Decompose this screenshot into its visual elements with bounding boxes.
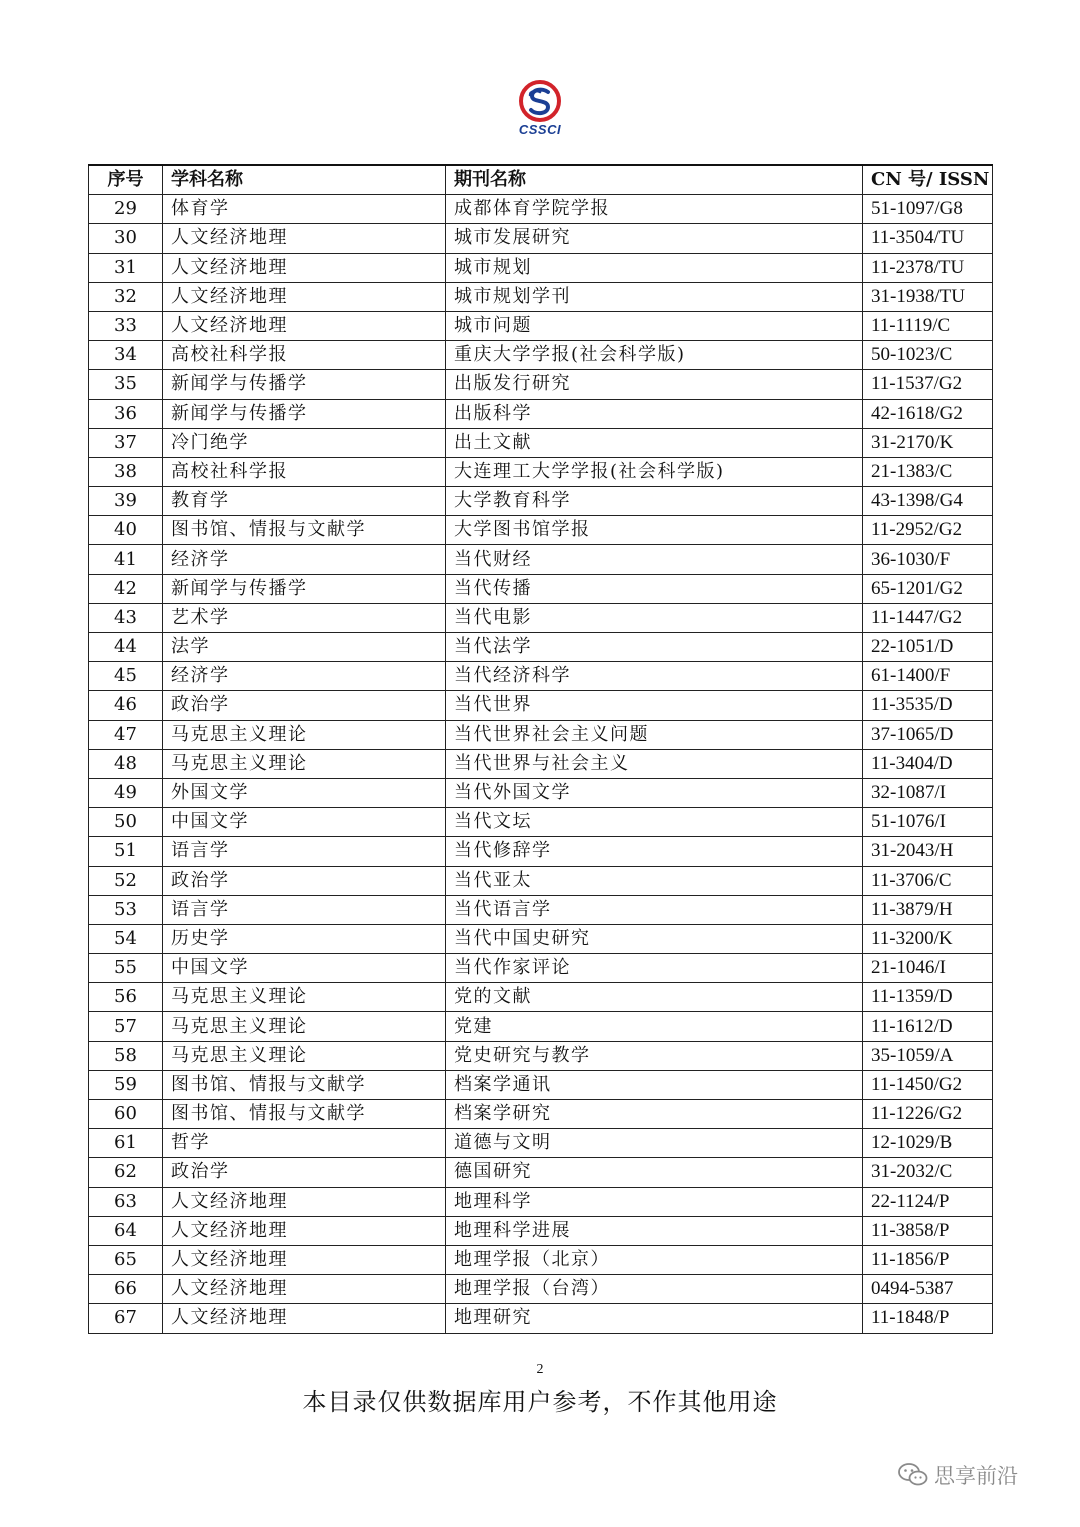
cell-journal: 地理研究 bbox=[446, 1304, 863, 1333]
cell-journal: 出土文献 bbox=[446, 428, 863, 457]
cell-no: 29 bbox=[89, 195, 163, 224]
cell-cn: 11-2952/G2 bbox=[863, 516, 993, 545]
table-row bbox=[89, 399, 993, 428]
cell-journal: 德国研究 bbox=[446, 1158, 863, 1187]
cell-cn: 11-1848/P bbox=[863, 1304, 993, 1333]
cell-subject: 人文经济地理 bbox=[163, 282, 446, 311]
cell-subject: 人文经济地理 bbox=[163, 224, 446, 253]
cell-no: 59 bbox=[89, 1070, 163, 1099]
cell-no: 63 bbox=[89, 1187, 163, 1216]
table-row bbox=[89, 282, 993, 311]
table-row bbox=[89, 487, 993, 516]
cell-journal: 当代财经 bbox=[446, 545, 863, 574]
cell-cn: 11-1119/C bbox=[863, 311, 993, 340]
cell-no: 38 bbox=[89, 457, 163, 486]
cell-no: 53 bbox=[89, 895, 163, 924]
table-body bbox=[89, 195, 993, 1333]
cell-cn: 11-3404/D bbox=[863, 749, 993, 778]
watermark-text: 思享前沿 bbox=[934, 1464, 1018, 1488]
table-row bbox=[89, 866, 993, 895]
table-row bbox=[89, 720, 993, 749]
table-row bbox=[89, 1158, 993, 1187]
cell-journal: 当代经济科学 bbox=[446, 662, 863, 691]
cell-journal: 当代作家评论 bbox=[446, 954, 863, 983]
cell-cn: 36-1030/F bbox=[863, 545, 993, 574]
cell-subject: 法学 bbox=[163, 633, 446, 662]
cell-no: 37 bbox=[89, 428, 163, 457]
cell-no: 61 bbox=[89, 1129, 163, 1158]
cell-cn: 32-1087/I bbox=[863, 778, 993, 807]
cell-cn: 11-1359/D bbox=[863, 983, 993, 1012]
cell-journal: 当代法学 bbox=[446, 633, 863, 662]
cell-subject: 经济学 bbox=[163, 545, 446, 574]
cell-cn: 61-1400/F bbox=[863, 662, 993, 691]
cell-journal: 地理科学进展 bbox=[446, 1216, 863, 1245]
journal-catalog-table bbox=[88, 164, 993, 1334]
cell-subject: 图书馆、情报与文献学 bbox=[163, 1100, 446, 1129]
cell-cn: 11-3504/TU bbox=[863, 224, 993, 253]
cell-subject: 冷门绝学 bbox=[163, 428, 446, 457]
cell-no: 49 bbox=[89, 778, 163, 807]
cell-journal: 地理学报（台湾） bbox=[446, 1275, 863, 1304]
cell-subject: 马克思主义理论 bbox=[163, 983, 446, 1012]
table-row bbox=[89, 895, 993, 924]
cssci-emblem-icon bbox=[510, 78, 570, 124]
table-row bbox=[89, 983, 993, 1012]
cell-journal: 档案学通讯 bbox=[446, 1070, 863, 1099]
cell-subject: 语言学 bbox=[163, 895, 446, 924]
cell-journal: 党建 bbox=[446, 1012, 863, 1041]
cell-journal: 当代外国文学 bbox=[446, 778, 863, 807]
cell-journal: 当代电影 bbox=[446, 603, 863, 632]
cell-cn: 42-1618/G2 bbox=[863, 399, 993, 428]
cell-subject: 政治学 bbox=[163, 866, 446, 895]
cell-cn: 50-1023/C bbox=[863, 341, 993, 370]
cell-cn: 11-3879/H bbox=[863, 895, 993, 924]
cell-journal: 大学教育科学 bbox=[446, 487, 863, 516]
cell-no: 45 bbox=[89, 662, 163, 691]
cell-cn: 12-1029/B bbox=[863, 1129, 993, 1158]
cell-cn: 31-1938/TU bbox=[863, 282, 993, 311]
cell-journal: 成都体育学院学报 bbox=[446, 195, 863, 224]
cell-cn: 11-2378/TU bbox=[863, 253, 993, 282]
cell-journal: 党的文献 bbox=[446, 983, 863, 1012]
table-row bbox=[89, 837, 993, 866]
cell-no: 62 bbox=[89, 1158, 163, 1187]
cell-no: 30 bbox=[89, 224, 163, 253]
cell-no: 50 bbox=[89, 808, 163, 837]
cell-journal: 当代修辞学 bbox=[446, 837, 863, 866]
cell-cn: 31-2032/C bbox=[863, 1158, 993, 1187]
cell-no: 43 bbox=[89, 603, 163, 632]
table-row bbox=[89, 1129, 993, 1158]
cell-cn: 0494-5387 bbox=[863, 1275, 993, 1304]
table-row bbox=[89, 1012, 993, 1041]
cell-cn: 11-1612/D bbox=[863, 1012, 993, 1041]
cell-subject: 新闻学与传播学 bbox=[163, 370, 446, 399]
cell-cn: 37-1065/D bbox=[863, 720, 993, 749]
cell-cn: 65-1201/G2 bbox=[863, 574, 993, 603]
cell-cn: 51-1097/G8 bbox=[863, 195, 993, 224]
cell-no: 40 bbox=[89, 516, 163, 545]
cell-cn: 22-1124/P bbox=[863, 1187, 993, 1216]
cell-no: 41 bbox=[89, 545, 163, 574]
cell-cn: 11-1447/G2 bbox=[863, 603, 993, 632]
cell-no: 31 bbox=[89, 253, 163, 282]
table-row bbox=[89, 1070, 993, 1099]
table-row bbox=[89, 662, 993, 691]
cell-cn: 31-2170/K bbox=[863, 428, 993, 457]
cell-subject: 经济学 bbox=[163, 662, 446, 691]
cell-journal: 城市发展研究 bbox=[446, 224, 863, 253]
table-header-row bbox=[89, 165, 993, 195]
table-row bbox=[89, 311, 993, 340]
cell-journal: 出版发行研究 bbox=[446, 370, 863, 399]
cell-subject: 马克思主义理论 bbox=[163, 1012, 446, 1041]
cssci-logo bbox=[510, 78, 570, 142]
table-row bbox=[89, 1245, 993, 1274]
cell-cn: 51-1076/I bbox=[863, 808, 993, 837]
cell-journal: 大连理工大学学报(社会科学版) bbox=[446, 457, 863, 486]
table-row bbox=[89, 516, 993, 545]
cell-no: 39 bbox=[89, 487, 163, 516]
table-row bbox=[89, 545, 993, 574]
table-row bbox=[89, 691, 993, 720]
cell-cn: 21-1383/C bbox=[863, 457, 993, 486]
page-number: 2 bbox=[536, 1362, 544, 1377]
cell-no: 46 bbox=[89, 691, 163, 720]
header-journal: 期刊名称 bbox=[446, 165, 863, 195]
table-row bbox=[89, 253, 993, 282]
cell-cn: 11-3200/K bbox=[863, 924, 993, 953]
cell-subject: 教育学 bbox=[163, 487, 446, 516]
table-row bbox=[89, 370, 993, 399]
cell-no: 33 bbox=[89, 311, 163, 340]
cell-cn: 21-1046/I bbox=[863, 954, 993, 983]
cell-journal: 当代亚太 bbox=[446, 866, 863, 895]
cell-subject: 人文经济地理 bbox=[163, 1245, 446, 1274]
cell-subject: 高校社科学报 bbox=[163, 341, 446, 370]
cell-cn: 11-1226/G2 bbox=[863, 1100, 993, 1129]
cell-subject: 政治学 bbox=[163, 1158, 446, 1187]
cell-no: 66 bbox=[89, 1275, 163, 1304]
cell-cn: 43-1398/G4 bbox=[863, 487, 993, 516]
cell-subject: 新闻学与传播学 bbox=[163, 399, 446, 428]
cell-subject: 人文经济地理 bbox=[163, 311, 446, 340]
table-row bbox=[89, 749, 993, 778]
cell-journal: 地理学报（北京） bbox=[446, 1245, 863, 1274]
table-row bbox=[89, 224, 993, 253]
cell-no: 48 bbox=[89, 749, 163, 778]
cell-subject: 人文经济地理 bbox=[163, 1187, 446, 1216]
cell-no: 57 bbox=[89, 1012, 163, 1041]
table-row bbox=[89, 457, 993, 486]
cell-subject: 体育学 bbox=[163, 195, 446, 224]
cell-subject: 艺术学 bbox=[163, 603, 446, 632]
table-row bbox=[89, 603, 993, 632]
cell-subject: 图书馆、情报与文献学 bbox=[163, 1070, 446, 1099]
cell-no: 52 bbox=[89, 866, 163, 895]
cell-journal: 当代中国史研究 bbox=[446, 924, 863, 953]
cell-cn: 31-2043/H bbox=[863, 837, 993, 866]
cell-journal: 城市规划学刊 bbox=[446, 282, 863, 311]
cell-cn: 11-1856/P bbox=[863, 1245, 993, 1274]
cell-journal: 当代文坛 bbox=[446, 808, 863, 837]
logo-text: CSSCI bbox=[518, 122, 562, 137]
table-row bbox=[89, 574, 993, 603]
table-row bbox=[89, 1187, 993, 1216]
table-row bbox=[89, 428, 993, 457]
cell-subject: 政治学 bbox=[163, 691, 446, 720]
cell-cn: 11-1537/G2 bbox=[863, 370, 993, 399]
cell-subject: 人文经济地理 bbox=[163, 1216, 446, 1245]
wechat-icon bbox=[898, 1462, 928, 1488]
cell-no: 55 bbox=[89, 954, 163, 983]
cell-no: 36 bbox=[89, 399, 163, 428]
table-row bbox=[89, 778, 993, 807]
cell-subject: 历史学 bbox=[163, 924, 446, 953]
disclaimer-text: 本目录仅供数据库用户参考，不作其他用途 bbox=[302, 1388, 778, 1416]
cell-no: 67 bbox=[89, 1304, 163, 1333]
table-row bbox=[89, 633, 993, 662]
cell-journal: 重庆大学学报(社会科学版) bbox=[446, 341, 863, 370]
table-row bbox=[89, 341, 993, 370]
table-row bbox=[89, 195, 993, 224]
cell-journal: 档案学研究 bbox=[446, 1100, 863, 1129]
cell-journal: 城市问题 bbox=[446, 311, 863, 340]
cell-subject: 外国文学 bbox=[163, 778, 446, 807]
cell-subject: 中国文学 bbox=[163, 808, 446, 837]
table-row bbox=[89, 924, 993, 953]
cell-no: 60 bbox=[89, 1100, 163, 1129]
cell-subject: 高校社科学报 bbox=[163, 457, 446, 486]
cell-subject: 人文经济地理 bbox=[163, 1304, 446, 1333]
cell-cn: 35-1059/A bbox=[863, 1041, 993, 1070]
cell-no: 51 bbox=[89, 837, 163, 866]
cell-subject: 图书馆、情报与文献学 bbox=[163, 516, 446, 545]
table-row bbox=[89, 1100, 993, 1129]
cell-no: 44 bbox=[89, 633, 163, 662]
cell-journal: 当代语言学 bbox=[446, 895, 863, 924]
cell-journal: 城市规划 bbox=[446, 253, 863, 282]
cell-no: 56 bbox=[89, 983, 163, 1012]
cell-cn: 11-3858/P bbox=[863, 1216, 993, 1245]
cell-journal: 党史研究与教学 bbox=[446, 1041, 863, 1070]
table-row bbox=[89, 1275, 993, 1304]
cell-subject: 哲学 bbox=[163, 1129, 446, 1158]
cell-subject: 人文经济地理 bbox=[163, 253, 446, 282]
cell-journal: 大学图书馆学报 bbox=[446, 516, 863, 545]
cell-subject: 人文经济地理 bbox=[163, 1275, 446, 1304]
cell-journal: 当代传播 bbox=[446, 574, 863, 603]
cell-subject: 中国文学 bbox=[163, 954, 446, 983]
cell-no: 34 bbox=[89, 341, 163, 370]
cell-subject: 新闻学与传播学 bbox=[163, 574, 446, 603]
cell-no: 58 bbox=[89, 1041, 163, 1070]
table-row bbox=[89, 1216, 993, 1245]
cell-no: 64 bbox=[89, 1216, 163, 1245]
cell-no: 35 bbox=[89, 370, 163, 399]
cell-subject: 马克思主义理论 bbox=[163, 1041, 446, 1070]
cell-no: 42 bbox=[89, 574, 163, 603]
watermark bbox=[898, 1460, 1018, 1490]
cell-no: 65 bbox=[89, 1245, 163, 1274]
cell-journal: 当代世界与社会主义 bbox=[446, 749, 863, 778]
cell-journal: 地理科学 bbox=[446, 1187, 863, 1216]
cell-cn: 11-3535/D bbox=[863, 691, 993, 720]
cell-cn: 11-1450/G2 bbox=[863, 1070, 993, 1099]
cell-cn: 11-3706/C bbox=[863, 866, 993, 895]
cell-journal: 道德与文明 bbox=[446, 1129, 863, 1158]
cell-cn: 22-1051/D bbox=[863, 633, 993, 662]
header-no: 序号 bbox=[89, 165, 163, 195]
cell-journal: 出版科学 bbox=[446, 399, 863, 428]
table-row bbox=[89, 1041, 993, 1070]
table-row bbox=[89, 1304, 993, 1333]
table-row bbox=[89, 808, 993, 837]
cell-journal: 当代世界社会主义问题 bbox=[446, 720, 863, 749]
cell-no: 54 bbox=[89, 924, 163, 953]
cell-no: 32 bbox=[89, 282, 163, 311]
cell-subject: 马克思主义理论 bbox=[163, 749, 446, 778]
cell-journal: 当代世界 bbox=[446, 691, 863, 720]
header-cn: CN 号/ ISSN bbox=[863, 165, 993, 195]
header-subject: 学科名称 bbox=[163, 165, 446, 195]
cell-subject: 语言学 bbox=[163, 837, 446, 866]
cell-subject: 马克思主义理论 bbox=[163, 720, 446, 749]
table-row bbox=[89, 954, 993, 983]
cell-no: 47 bbox=[89, 720, 163, 749]
